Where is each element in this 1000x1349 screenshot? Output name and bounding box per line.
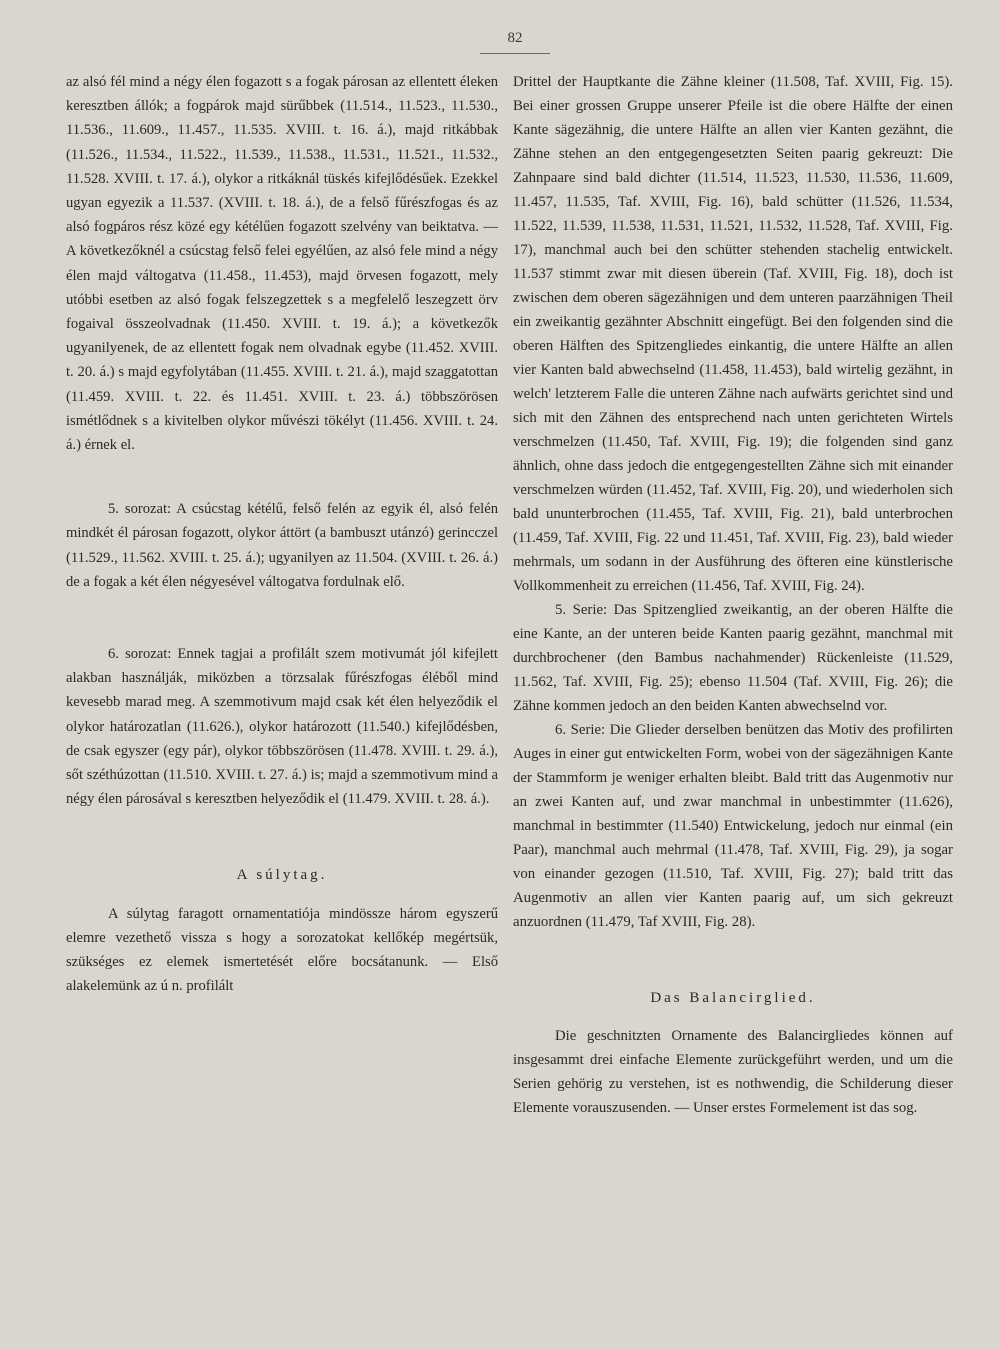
hu-paragraph-weight: A súlytag faragott ornamentatiója mindössze három egyszerű elemre vezethető vissza s hogy a sorozatokat kellőkép megértsük, szükséges ez elemek ismertetését előre bocsátanunk. — Első alakelemünk az ú n. profilált (66, 905, 498, 995)
hungarian-column (66, 70, 498, 999)
german-column (513, 70, 953, 1120)
de-paragraph-series-6: 6. Serie: Die Glieder derselben benützen das Motiv des profilirten Auges in einer gut entwickelten Form, wobei von der sägezähnigen Kante der Stammform je weniger erhalten bleibt. Bald tritt das Augenmotiv nur an zwei Kanten auf, und zwar manchmal in unbestimmter (11.626), manchmal in bestimmter (11.540) Entwickelung, jedoch nur einmal (ein Paar), manchmal auch mehrmal (11.478, Taf. XVIII, Fig. 29), ja sogar von einander gezogen (11.510, Taf. XVIII, Fig. 27); bald tritt das Augenmotiv an allen vier Kanten paarig auf, um sich gekreuzt anzuordnen (11.479, Taf XVIII, Fig. 28). (513, 722, 953, 930)
hu-paragraph-series-6: 6. sorozat: Ennek tagjai a profilált szem motivumát jól kifejlett alakban használják, miközben a törzsalak fűrészfogas éléből mind kevesebb marad meg. A szemmotivum majd csak két élen helyeződik el olykor határozatlan (11.626.), olykor határozott (11.540.) kifejlődésben, de csak egyszer (egy pár), olykor többszörösen (11.478. XVIII. t. 29. á.), sőt széthúzottan (11.510. XVIII. t. 27. á.) is; majd a szemmotivum mind a négy élen párosával s keresztben helyeződik el (11.479. XVIII. t. 28. á.). (66, 646, 498, 808)
de-paragraph-balance: Die geschnitzten Ornamente des Balancirgliedes können auf insgesammt drei einfache Elemente zurückgeführt werden, und um die Serien gehörig zu verstehen, ist es nothwendig, die Schilderung dieser Elemente vorauszusenden. — Unser erstes Formelement ist das sog. (513, 1028, 953, 1116)
hu-section-heading: A súlytag. (236, 867, 328, 884)
hu-paragraph-series-5: 5. sorozat: A csúcstag kétélű, felső felén az egyik él, alsó felén mindkét él párosan fogazott, olykor áttört (a bambuszt utánzó) gerincczel (11.529., 11.562. XVIII. t. 25. á.); ugyanilyen az 11.504. (XVIII. t. 26. á.) de a fogak a két élen négyesével váltogatva fordulnak elő. (66, 501, 498, 590)
de-section-heading: Das Balancirglied. (650, 990, 816, 1006)
de-paragraph-1: Drittel der Hauptkante die Zähne kleiner (11.508, Taf. XVIII, Fig. 15). Bei einer grossen Gruppe unserer Pfeile ist die obere Hälfte der einen Kante sägezähnig, die untere Hälfte an allen vier Kanten gezähnt, die Zähne stehen an den entgegengesetzten Seiten paarig gekreuzt: Die Zahnpaare sind bald dichter (11.514, 11.523, 11.530, 11.536, 11.609, 11.457, 11.535, Taf. XVIII, Fig. 16), bald schütter (11.526, 11.534, 11.522, 11.539, 11.538, 11.531, 11.521, 11.532, 11.528, Taf. XVIII, Fig. 17), manchmal auch bei den schütter stehenden stachelig entwickelt. 11.537 stimmt zwar mit diesen überein (Taf. XVIII, Fig. 18), doch ist zwischen dem oberen sägezähnigen und dem unteren paarzähnigen Theil ein zweikantig gezähnter Abschnitt eingefügt. Bei den folgenden sind die oberen Hälften des Spitzengliedes einkantig, die untere Hälfte an allen vier Kanten bald abwechselnd (11.458, 11.453), bald wirtelig gezähnt, in welch' letzterem Falle die unteren Zähne nach aufwärts gerichtet sind und sich mit den Zähnen des entsprechend nach unten gerichteten Wirtels verschmelzen (11.450, Taf. XVIII, Fig. 19); die folgenden sind ganz ähnlich, ohne dass jedoch die entgegengestellten Zähne sich mit einander verschmelzen würden (11.452, Taf. XVIII, Fig. 20), und wiederholen sich bald ununterbrochen (11.455, Taf. XVIII, Fig. 21), bald unterbrochen (11.459, Taf. XVIII, Fig. 22 und 11.451, Taf. XVIII, Fig. 23), bald wieder mehrmals, um sodann in der Ausführung des öfteren eine künstlerische Vollkommenheit zu erreichen (11.456, Taf. XVIII, Fig. 24). (513, 74, 953, 594)
page-number: 82 (480, 30, 550, 54)
de-paragraph-series-5: 5. Serie: Das Spitzenglied zweikantig, an der oberen Hälfte die eine Kante, an der unteren beide Kanten paarig gezähnt, manchmal mit durchbrochener (den Bambus nachahmender) Rückenleiste (11.529, 11.562, Taf. XVIII, Fig. 25); ebenso 11.504 (Taf. XVIII, Fig. 26); die Zähne kommen jedoch an den beiden Kanten abwechselnd vor. (513, 602, 953, 714)
hu-paragraph-1: az alsó fél mind a négy élen fogazott s a fogak párosan az ellentett éleken keresztben állók; a fogpárok majd sürűbbek (11.514., 11.523., 11.530., 11.536., 11.609., 11.457., 11.535. XVIII. t. 16. á.), majd ritkábbak (11.526., 11.534., 11.522., 11.539., 11.538., 11.531., 11.521., 11.532., 11.528. XVIII. t. 17. á.), olykor a ritkáknál tüskés kifejlődésűek. Ezekkel ugyan egyezik a 11.537. (XVIII. t. 18. á.), de a felső fűrészfogas és az alsó fogpáros rész közé egy kétélűen fogazott szelvény van beiktatva. — A következőknél a csúcstag felső felei egyélűen, az alsó fele mind a négy élen majd váltogatva (11.458., 11.453), majd örvesen fogazott, mely utóbbi esetben az alsó fogak felszegzettek s a megfelelő leszegzett örv fogaival összeolvadnak (11.450. XVIII. t. 19. á.); a következők ugyanilyenek, de az ellentett fogak nem olvadnak egybe (11.452. XVIII. t. 20. á.) s majd egyfolytában (11.455. XVIII. t. 21. á.), majd szaggatottan (11.459. XVIII. t. 22. és 11.451. XVIII. t. 23. á.) többszörösen ismétlődnek s a kivitelben olykor művészi tökélyt (11.456. XVIII. t. 24. á.) érnek el. (66, 74, 498, 454)
